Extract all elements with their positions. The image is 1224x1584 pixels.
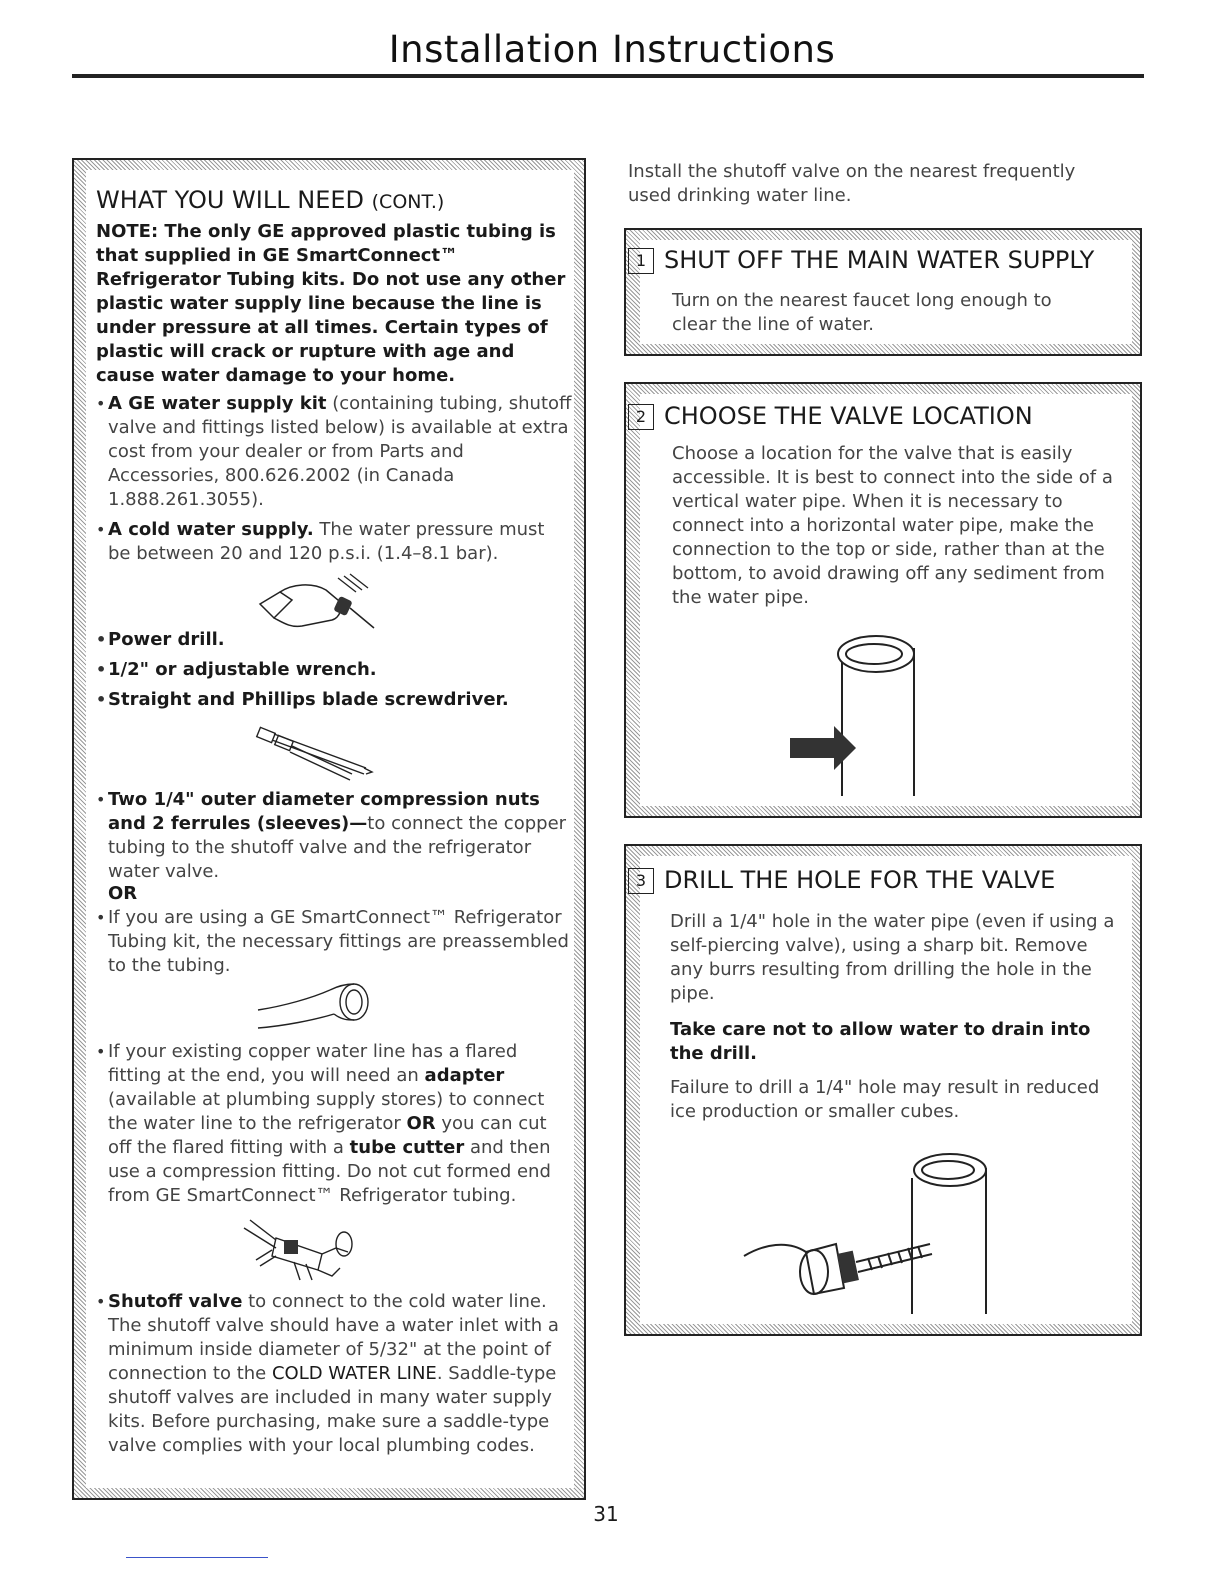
page-number: 31: [593, 1502, 619, 1526]
step-1-body: Turn on the nearest faucet long enough to clear the line of water.: [672, 290, 1052, 335]
list-item: • Two 1/4" outer diameter compression nuts and 2 ferrules (sleeves)—to connect the copper tubing to the shutoff valve and the refrigerator water valve.: [96, 788, 572, 884]
or-separator: OR: [108, 883, 138, 904]
step-1-title: 1 SHUT OFF THE MAIN WATER SUPPLY: [628, 246, 1094, 274]
list-item: • Straight and Phillips blade screwdriver.: [96, 688, 572, 712]
list-item: • If you are using a GE SmartConnect™ Refrigerator Tubing kit, the necessary fittings are preassembled to the tubing.: [96, 906, 572, 978]
vertical-pipe-illustration: [790, 626, 930, 798]
tool-list: [96, 628, 572, 712]
page-title: Installation Instructions: [388, 28, 836, 71]
step-number: 2: [628, 404, 654, 430]
list-item: • If your existing copper water line has a flared fitting at the end, you will need an adapter (available at plumbing supply stores) to connect the water line to the refrigerator OR you can cut off the flared fitting with a tube cutter and then use a compression fitting. Do not cut formed end from GE SmartConnect™ Refrigerator tubing.: [96, 1040, 572, 1208]
flared-fitting-list: [96, 1040, 572, 1208]
supply-list-top: [96, 392, 572, 566]
list-item: • 1/2" or adjustable wrench.: [96, 658, 572, 682]
smartconnect-list: [96, 906, 572, 978]
intro-text: Install the shutoff valve on the nearest frequently used drinking water line.: [628, 161, 1076, 206]
list-item: • Shutoff valve to connect to the cold water line. The shutoff valve should have a water inlet with a minimum inside diameter of 5/32" at the point of connection to the COLD WATER LINE. Saddle-type shutoff valves are included in many water supply kits. Before purchasing, make sure a saddle-type valve complies with your local plumbing codes.: [96, 1290, 572, 1458]
step-3-warning: Take care not to allow water to drain into the drill.: [670, 1019, 1091, 1064]
step-3-title: 3 DRILL THE HOLE FOR THE VALVE: [628, 866, 1055, 894]
title-rule: [72, 74, 1144, 78]
section-heading: WHAT YOU WILL NEED (CONT.): [96, 186, 445, 214]
shutoff-valve-list: [96, 1290, 572, 1458]
step-number: 3: [628, 868, 654, 894]
drill-pipe-illustration: [744, 1148, 1004, 1316]
list-item: • Power drill.: [96, 628, 572, 652]
step-2-body: Choose a location for the valve that is easily accessible. It is best to connect into the side of a vertical water pipe. When it is necessary to connect into a horizontal water pipe, make the connection to the top or side, rather than at the bottom, to avoid drawing off any sediment from the water pipe.: [672, 443, 1113, 608]
fittings-list: [96, 788, 572, 884]
step-number: 1: [628, 248, 654, 274]
footer-rule: [126, 1557, 268, 1558]
step-3-failure: Failure to drill a 1/4" hole may result in reduced ice production or smaller cubes.: [670, 1077, 1100, 1122]
step-3-body: Drill a 1/4" hole in the water pipe (even if using a self-piercing valve), using a sharp bit. Remove any burrs resulting from drilling the hole in the pipe.: [670, 911, 1115, 1004]
list-item: • A cold water supply. The water pressure must be between 20 and 120 p.s.i. (1.4–8.1 bar).: [96, 518, 572, 566]
list-item: • A GE water supply kit (containing tubing, shutoff valve and fittings listed below) is available at extra cost from your dealer or from Parts and Accessories, 800.626.2002 (in Canada 1.888.261.3055).: [96, 392, 572, 512]
shutoff-valve-illustration: [236, 1218, 360, 1282]
tubing-illustration: [254, 980, 374, 1036]
step-2-title: 2 CHOOSE THE VALVE LOCATION: [628, 402, 1033, 430]
compression-nuts-illustration: [256, 724, 380, 782]
note-text: NOTE: The only GE approved plastic tubing is that supplied in GE SmartConnect™ Refrigerator Tubing kits. Do not use any other plastic water supply line because the line is under pressure at all times. Certain types of plastic will crack or rupture with age and cause water damage to your home.: [96, 221, 566, 386]
